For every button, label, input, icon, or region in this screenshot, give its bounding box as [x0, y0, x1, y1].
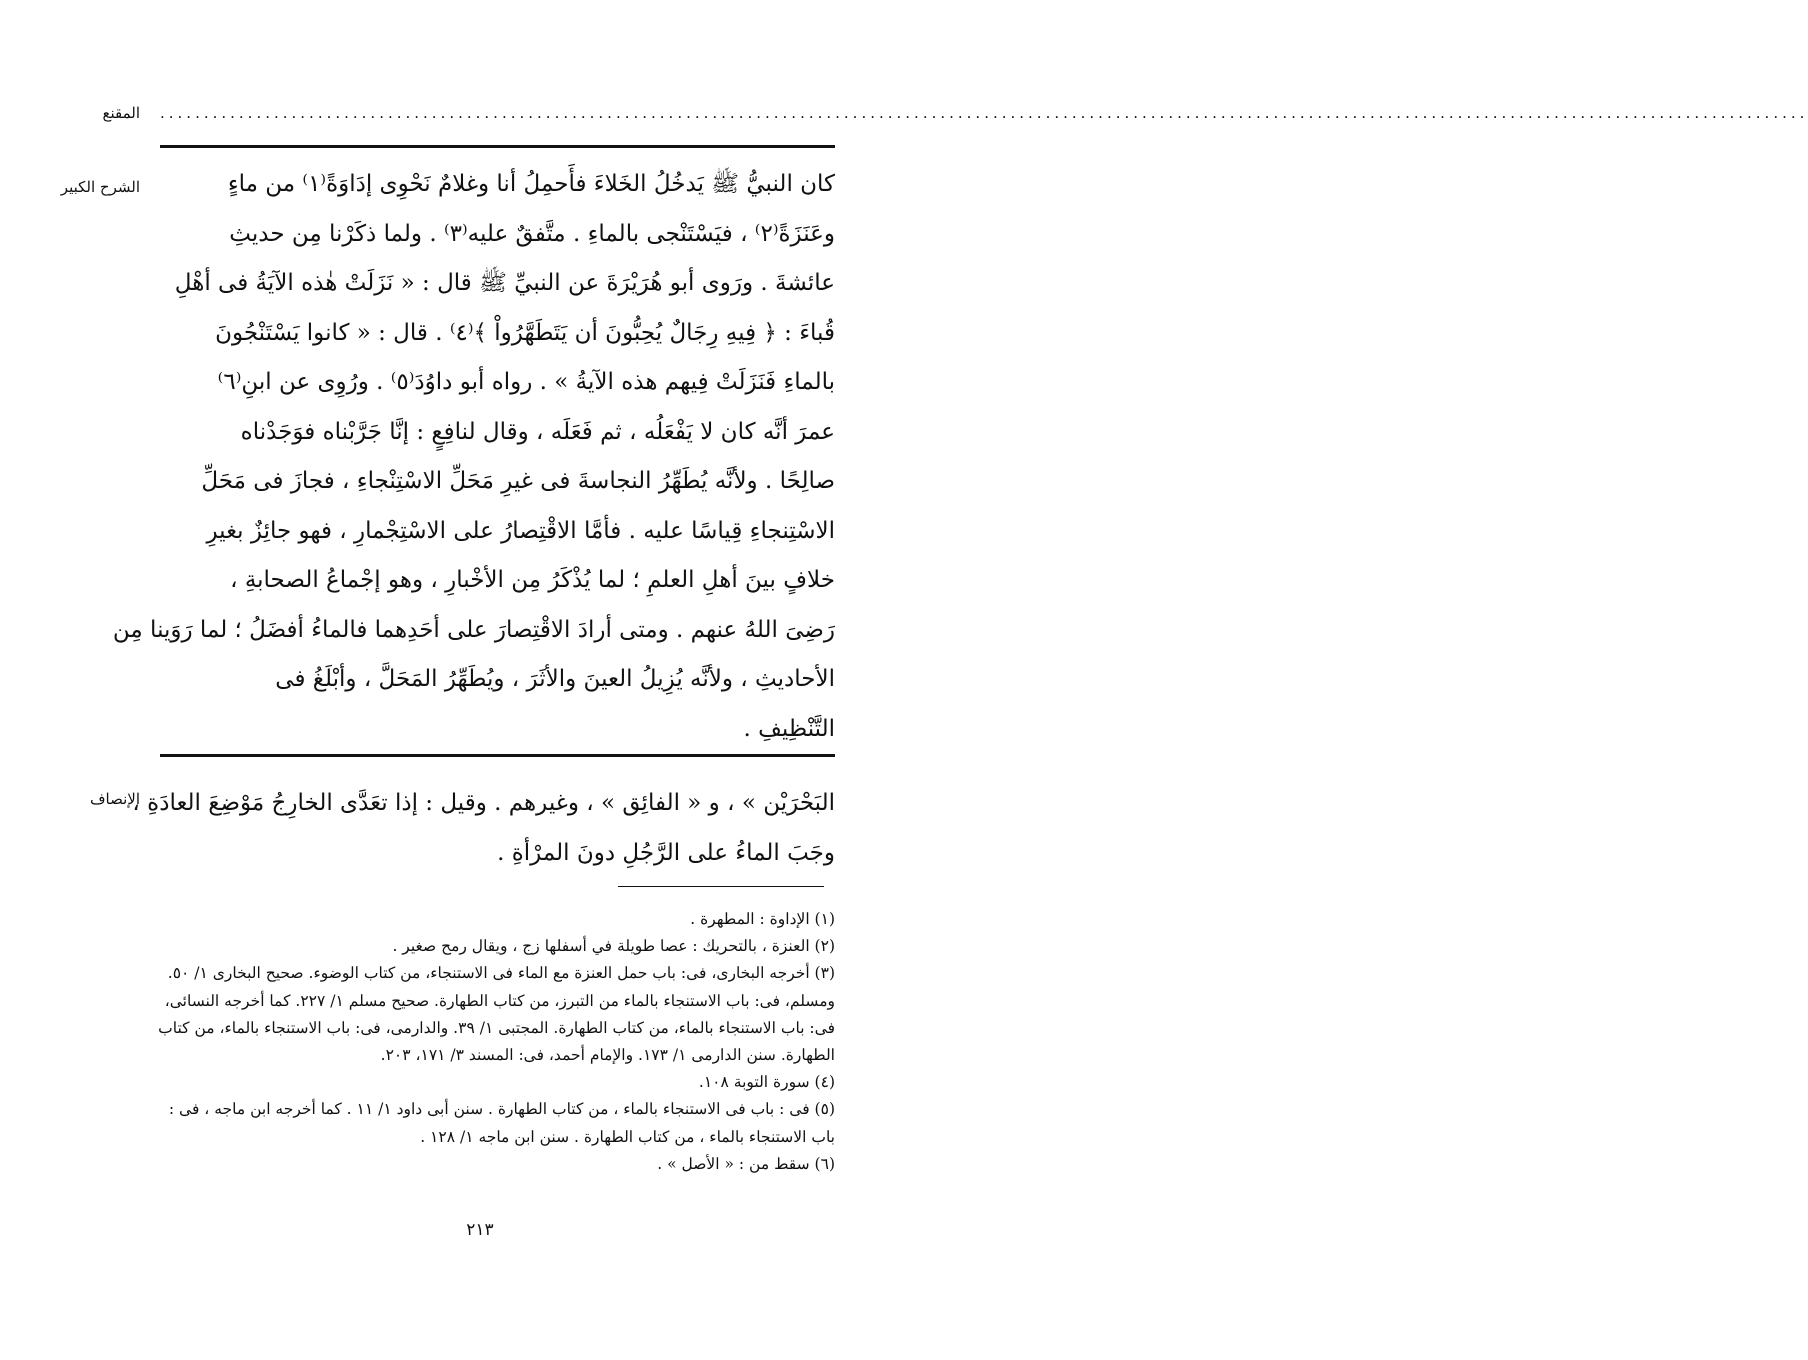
main-line: الأحاديثِ ، ولأنَّه يُزِيلُ العينَ والأثَرَ ، ويُطَهِّرُ المَحَلَّ ، وأبْلَغُ فى: [275, 666, 835, 692]
insaf-line: وجَبَ الماءُ على الرَّجُلِ دونَ المرْأةِ .: [497, 840, 835, 866]
footnote-line: (٥) فى : باب فى الاستنجاء بالماء ، من كتاب الطهارة . سنن أبى داود ١/ ١١ . كما أخرجه ابن ماجه ، فى :: [168, 1100, 835, 1119]
main-line: صالِحًا . ولأنَّه يُطَهِّرُ النجاسةَ فى غيرِ مَحَلِّ الاسْتِنْجاءِ ، فجازَ فى مَحَلِّ: [201, 468, 835, 494]
main-line: وعَنَزَةً⁽٢⁾ ، فيَسْتَنْجى بالماءِ . متَّفقٌ عليه⁽٣⁾ . ولما ذكَرْنا مِن حديثِ: [229, 220, 835, 247]
main-line: بالماءِ فَنَزَلَتْ فِيهم هذه الآيةُ » . رواه أبو داوُدَ⁽٥⁾ . ورُوِى عن ابنِ⁽٦⁾: [217, 369, 835, 395]
main-line: عائشةَ . ورَوى أبو هُرَيْرَةَ عن النبيِّ ﷺ قال : « نَزَلَتْ هٰذه الآيَةُ فى أهْلِ: [174, 270, 835, 296]
header-dot-leader: ............................................................................................................................................................................................: [160, 104, 1808, 122]
insaf-line: البَحْرَيْن » ، و « الفائِق » ، وغيرهم . وقيل : إذا تعَدَّى الخارِجُ مَوْضِعَ العادَةِ ،: [132, 790, 835, 816]
footnote-line: (٤) سورة التوبة ١٠٨.: [698, 1073, 835, 1092]
main-line: التَّنْظِيفِ .: [743, 715, 835, 742]
footnote-line: (٢) العنزة ، بالتحريك : عصا طويلة في أسفلها زج ، ويقال رمح صغير .: [392, 937, 835, 956]
footnote-line: فى: باب الاستنجاء بالماء، من كتاب الطهارة. المجتبى ١/ ٣٩. والدارمى، فى: باب الاستنجاء بالماء، من كتاب: [158, 1018, 835, 1037]
section-divider-rule: [160, 754, 835, 757]
main-line: الاسْتِنجاءِ قِياسًا عليه . فأمَّا الاقْتِصارُ على الاسْتِجْمارِ ، فهو جائِزٌ بغيرِ: [206, 517, 835, 544]
header-rule: [160, 145, 835, 148]
footnote-line: (٣) أخرجه البخارى، فى: باب حمل العنزة مع الماء فى الاستنجاء، من كتاب الوضوء. صحيح البخارى ١/ ٥٠.: [167, 964, 835, 983]
main-line: عمرَ أنَّه كان لا يَفْعَلُه ، ثم فَعَلَه ، وقال لنافِعٍ : إنَّا جَرَّبْناه فوَجَدْناه: [240, 418, 835, 445]
main-text-block: [112, 160, 835, 754]
side-label-sharh: الشرح الكبير: [60, 178, 140, 196]
page-number: ٢١٣: [466, 1220, 494, 1240]
footnote-line: (١) الإداوة : المطهرة .: [690, 910, 835, 928]
footnote-line: ومسلم، فى: باب الاستنجاء بالماء من التبرز، من كتاب الطهارة. صحيح مسلم ١/ ٢٢٧. كما أخرجه النسائى،: [164, 991, 835, 1010]
main-line: قُباءَ : ﴿ فِيهِ رِجَالٌ يُحِبُّونَ أن يَتَطَهَّرُواْ ﴾⁽٤⁾ . قال : « كانوا يَسْتَنْجُونَ: [215, 319, 835, 346]
side-label-insaf: الإنصاف: [89, 790, 140, 808]
footnote-line: الطهارة. سنن الدارمى ١/ ١٧٣. والإمام أحمد، فى: المسند ٣/ ١٧١، ٢٠٣.: [380, 1046, 835, 1065]
footnote-separator: [618, 886, 824, 887]
main-line: خلافٍ بينَ أهلِ العلمِ ؛ لما يُذْكَرُ مِن الأخْبارِ ، وهو إجْماعُ الصحابةِ ،: [230, 567, 835, 593]
footnote-line: باب الاستنجاء بالماء ، من كتاب الطهارة . سنن ابن ماجه ١/ ١٢٨ .: [420, 1127, 835, 1146]
running-title: المقنع: [102, 104, 140, 122]
footnotes-block: [150, 906, 835, 1178]
insaf-text-block: [132, 778, 835, 878]
main-line: كان النبيُّ ﷺ يَدخُلُ الخَلاءَ فأَحمِلُ أنا وغلامٌ نَحْوِى إدَاوَةً⁽١⁾ من ماءٍ: [227, 171, 835, 197]
footnote-line: (٦) سقط من : « الأصل » .: [657, 1154, 835, 1173]
main-line: رَضِىَ اللهُ عنهم . ومتى أرادَ الاقْتِصارَ على أحَدِهما فالماءُ أفضَلُ ؛ لما رَوَينا مِن: [112, 616, 835, 643]
